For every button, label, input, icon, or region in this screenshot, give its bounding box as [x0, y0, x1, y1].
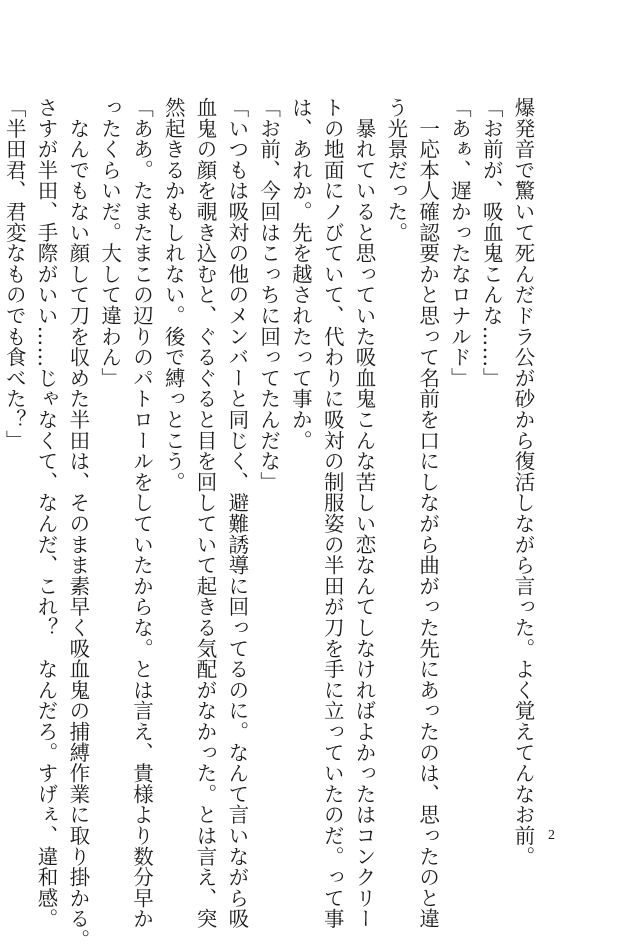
text-line: 「お前が、吸血鬼こんな……」 [479, 97, 504, 389]
text-line: 「半田君、君変なものでも食べた？」 [2, 97, 27, 451]
text-line: う光景だった。 [383, 97, 408, 243]
text-line: 「ああ。たまたまこの辺りのパトロールをしていたからな。とは言え、貴様より数分早か [129, 97, 154, 929]
text-line: 「あぁ、遅かったなロナルド」 [447, 97, 472, 389]
text-line: 血鬼の顔を覗き込むと、ぐるぐると目を回していて起きる気配がなかった。とは言え、突 [193, 97, 218, 929]
text-line: は、あれか。先を越されたって事か。 [288, 97, 313, 451]
text-line: 暴れていると思っていた吸血鬼こんな苦しい恋なんてしなければよかったはコンクリー [352, 97, 377, 929]
text-line: 然起きるかもしれない。後で縛っとこう。 [161, 97, 186, 493]
text-line: なんでもない顔して刀を収めた半田は、そのまま素早く吸血鬼の捕縛作業に取り掛かる。 [65, 97, 90, 950]
text-line: 「いつもは吸対の他のメンバーと同じく、避難誘導に回ってるのに。なんて言いながら吸 [224, 97, 249, 929]
page-number: 2 [548, 828, 555, 843]
vertical-text-body [2, 97, 535, 950]
text-line: 一応本人確認要かと思って名前を口にしながら曲がった先にあったのは、思ったのと違 [415, 97, 440, 929]
text-line: さすが半田、手際がいい……じゃなくて、なんだ、これ？ なんだろ。すげぇ、違和感。 [34, 97, 59, 929]
text-line: ったくらいだ。大して違わん」 [97, 97, 122, 389]
text-line: 「お前、今回はこっちに回ってたんだな」 [256, 97, 281, 493]
text-line: トの地面にノびていて、代わりに吸対の制服姿の半田が刀を手に立っていたのだ。って事 [320, 97, 345, 929]
text-line: 爆発音で驚いて死んだドラ公が砂から復活しながら言った。よく覚えてんなお前。 [511, 97, 535, 867]
